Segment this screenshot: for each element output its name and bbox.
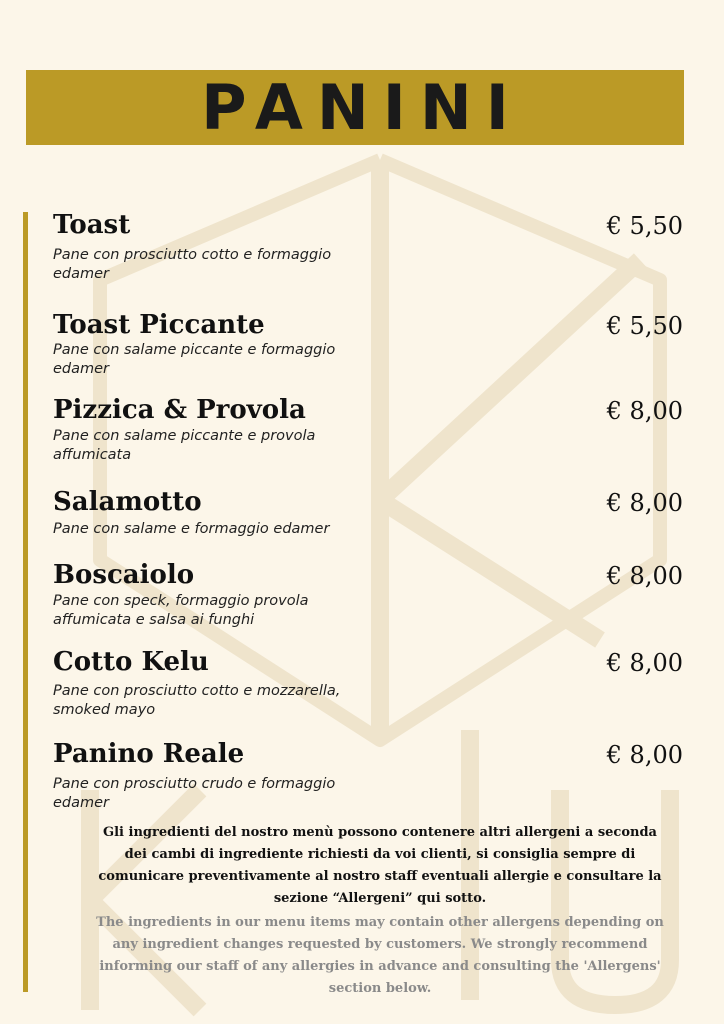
item-price: € 5,50	[606, 212, 683, 240]
item-name: Pizzica & Provola	[53, 395, 306, 425]
item-description: Pane con prosciutto cotto e mozzarella, smoked mayo	[53, 683, 341, 718]
item-name: Boscaiolo	[53, 560, 195, 590]
accent-bar	[23, 212, 28, 992]
item-name: Panino Reale	[53, 739, 245, 769]
title-band	[26, 70, 684, 145]
item-description: Pane con prosciutto crudo e formaggio edamer	[53, 776, 336, 811]
item-name: Salamotto	[53, 487, 202, 517]
item-description: Pane con speck, formaggio provola affumicata e salsa ai funghi	[53, 593, 309, 628]
item-description: Pane con salame piccante e formaggio edamer	[53, 342, 336, 377]
page-title: PANINI	[201, 70, 523, 144]
item-price: € 8,00	[606, 397, 683, 425]
item-description: Pane con salame piccante e provola affumicata	[53, 428, 316, 463]
allergen-note-english: The ingredients in our menu items may contain other allergens depending on any ingredient changes requested by customers. We strongly recommend informing our staff of any allergies in advance and consulting the 'Allergens' section below.	[96, 915, 664, 996]
item-name: Toast Piccante	[53, 310, 265, 340]
allergen-note-italian: Gli ingredienti del nostro menù possono contenere altri allergeni a seconda dei cambi di ingrediente richiesti da voi clienti, si consiglia sempre di comunicare preventivamente al nostro staff eventuali allergie e consultare la sezione “Allergeni” qui sotto.	[98, 825, 662, 906]
item-name: Cotto Kelu	[53, 647, 209, 677]
item-price: € 8,00	[606, 649, 683, 677]
item-price: € 5,50	[606, 312, 683, 340]
item-price: € 8,00	[606, 741, 683, 769]
item-price: € 8,00	[606, 562, 683, 590]
item-price: € 8,00	[606, 489, 683, 517]
item-description: Pane con salame e formaggio edamer	[53, 521, 330, 537]
item-description: Pane con prosciutto cotto e formaggio edamer	[53, 247, 332, 282]
item-name: Toast	[53, 210, 131, 240]
